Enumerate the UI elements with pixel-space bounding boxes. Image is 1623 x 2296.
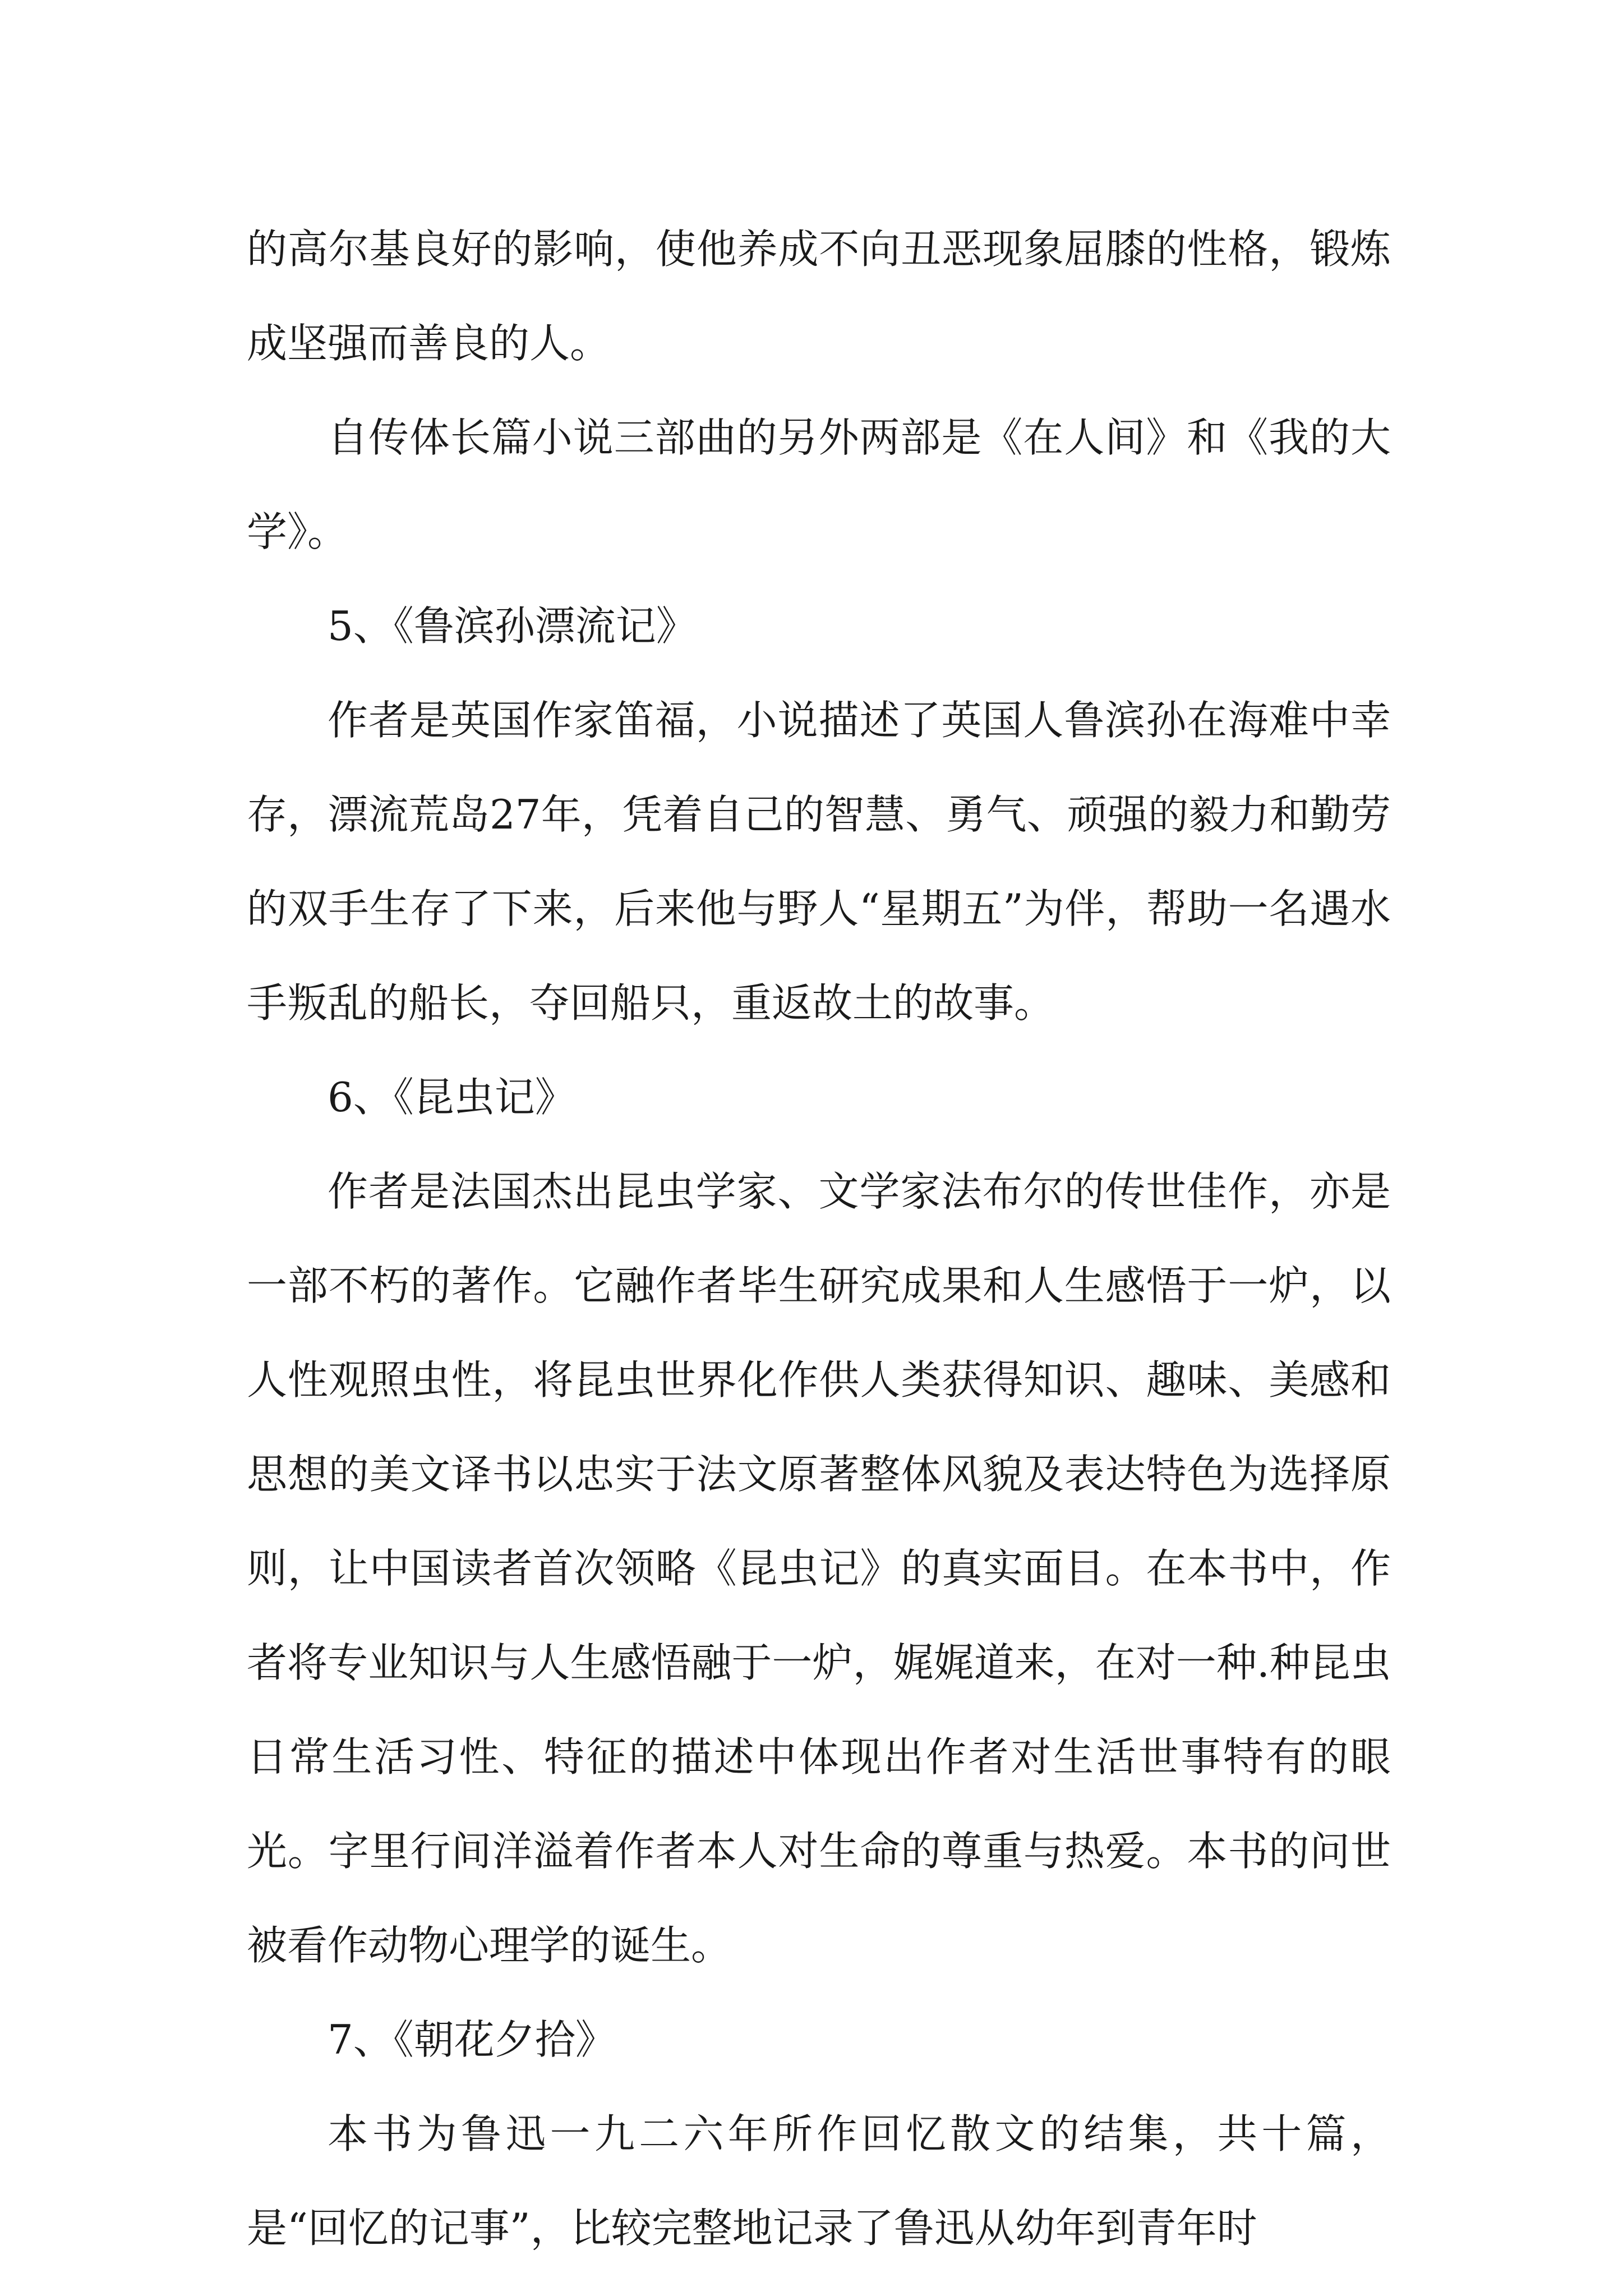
paragraph-dawn-blossoms: 本书为鲁迅一九二六年所作回忆散文的结集，共十篇，是“回忆的记事”，比较完整地记录了鲁迅从幼年到青年时 [247, 2110, 1391, 2252]
body-text [247, 202, 1391, 2275]
heading-robinson-crusoe: 5、《鲁滨孙漂流记》 [328, 602, 697, 650]
paragraph-2: 自传体长篇小说三部曲的另外两部是《在人间》和《我的大学》。 [247, 414, 1391, 555]
heading-insect-records: 6、《昆虫记》 [328, 1074, 575, 1121]
heading-dawn-blossoms: 7、《朝花夕拾》 [328, 2016, 616, 2063]
paragraph-insect-records: 作者是法国杰出昆虫学家、文学家法布尔的传世佳作，亦是一部不朽的著作。它融作者毕生研究成果和人生感悟于一炉，以人性观照虫性，将昆虫世界化作供人类获得知识、趣味、美感和思想的美文译书以忠实于法文原著整体风貌及表达特色为选择原则，让中国读者首次领略《昆虫记》的真实面目。在本书中，作者将专业知识与人生感悟融于一炉，娓娓道来，在对一种.种昆虫日常生活习性、特征的描述中体现出作者对生活世事特有的眼光。字里行间洋溢着作者本人对生命的尊重与热爱。本书的问世被看作动物心理学的诞生。 [247, 1168, 1391, 1969]
paragraph-1: 的高尔基良好的影响，使他养成不向丑恶现象屈膝的性格，锻炼成坚强而善良的人。 [247, 226, 1391, 367]
paragraph-robinson-crusoe: 作者是英国作家笛福，小说描述了英国人鲁滨孙在海难中幸存，漂流荒岛27年，凭着自己的智慧、勇气、顽强的毅力和勤劳的双手生存了下来，后来他与野人“星期五”为伴，帮助一名遇水手叛乱的船长，夺回船只，重返故土的故事。 [247, 697, 1391, 1027]
